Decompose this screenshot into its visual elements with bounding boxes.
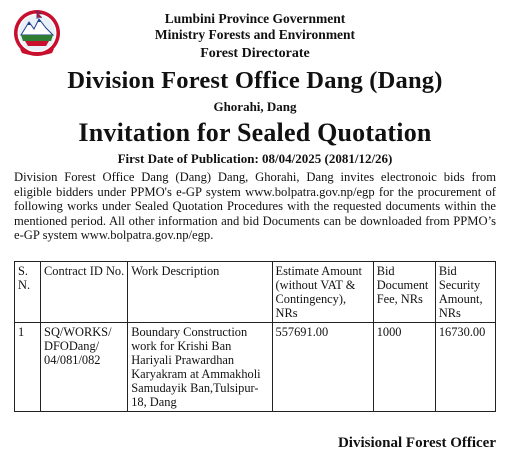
- cell-bid-security: 16730.00: [435, 323, 495, 412]
- office-location: Ghorahi, Dang: [213, 99, 297, 114]
- table-row: [15, 323, 496, 412]
- government-name: Lumbini Province Government: [164, 11, 346, 26]
- cell-bid-document-fee: 1000: [373, 323, 435, 412]
- table-header-row: [15, 262, 496, 323]
- cell-work-description: Boundary Construction work for Krishi Ban Hariyali Prawardhan Karyakram at Ammakholi Samudayik Ban,Tulsipur-18, Dang: [128, 323, 272, 412]
- publication-date: First Date of Publication: 08/04/2025 (2081/12/26): [117, 151, 393, 166]
- header-estimate-amount: Estimate Amount (without VAT & Contingency), NRs: [272, 262, 373, 323]
- signatory: Divisional Forest Officer: [337, 435, 496, 451]
- header-contract-id: Contract ID No.: [41, 262, 128, 323]
- header-sn: S. N.: [15, 262, 41, 323]
- header-work-description: Work Description: [128, 262, 272, 323]
- cell-contract-id: SQ/WORKS/ DFODang/ 04/081/082: [41, 323, 128, 412]
- ministry-name: Ministry Forests and Environment: [154, 27, 356, 42]
- header-bid-security: Bid Security Amount, NRs: [435, 262, 495, 323]
- notice-paragraph: Division Forest Office Dang (Dang) Dang, Ghorahi, Dang invites electronoic bids from eligible bidders under PPMO's e-GP system www.bolpatra.gov.np/egp for the procurement of following works under Sealed Quotation Procedures with the requested documents within the mentioned period. All other information and bid Documents can be downloaded from PPMO’s e-GP system www.bolpatra.gov.np/egp.: [14, 170, 496, 243]
- quotation-table: [14, 261, 496, 412]
- office-name: Division Forest Office Dang (Dang): [67, 67, 443, 94]
- cell-sn: 1: [15, 323, 41, 412]
- cell-estimate-amount: 557691.00: [272, 323, 373, 412]
- notice-title: Invitation for Sealed Quotation: [78, 118, 432, 147]
- header-bid-document-fee: Bid Document Fee, NRs: [373, 262, 435, 323]
- directorate-name: Forest Directorate: [200, 46, 310, 61]
